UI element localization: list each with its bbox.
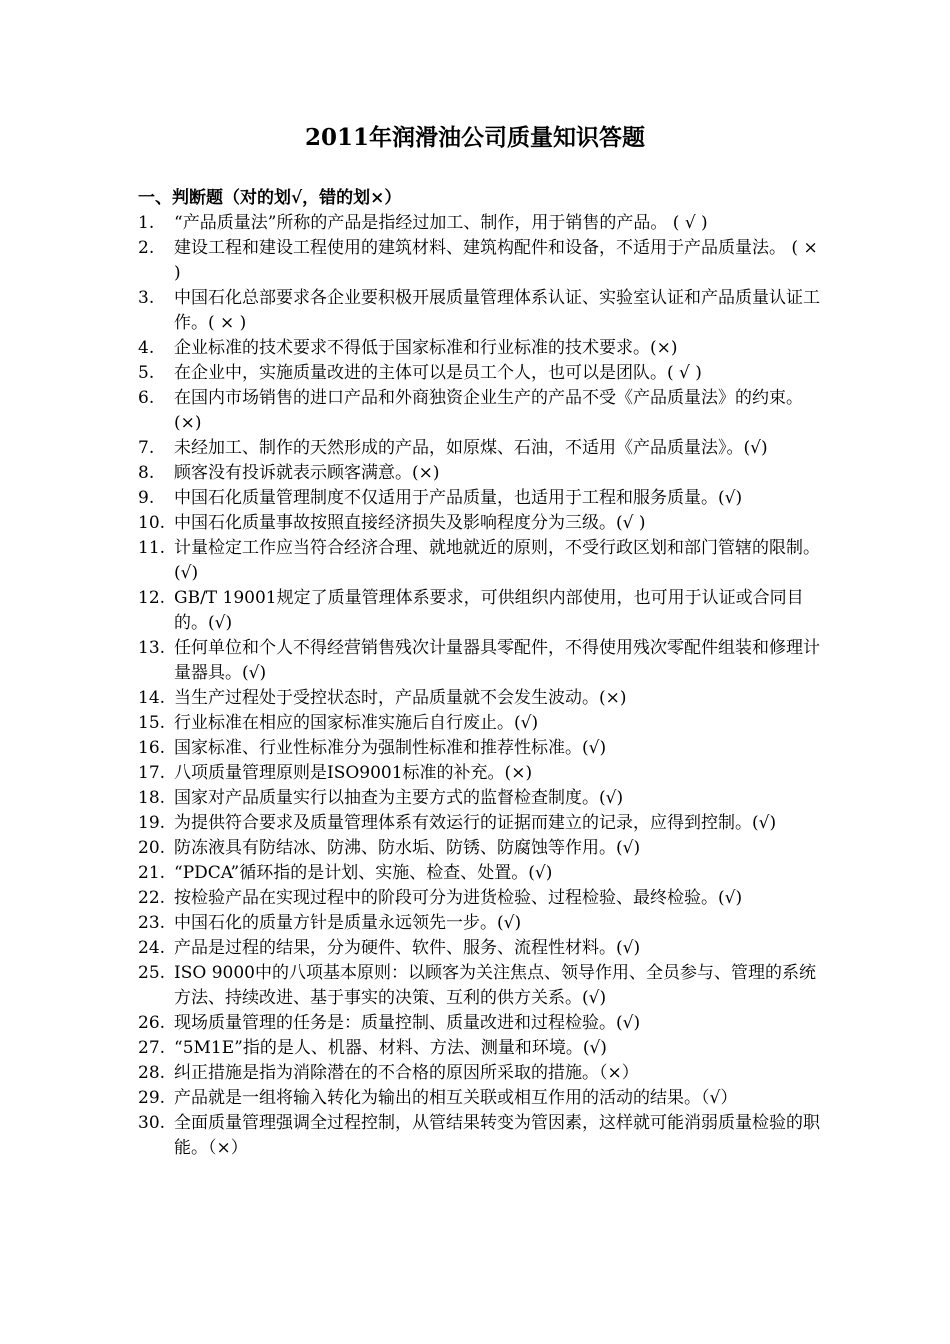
question-item [138,1061,828,1086]
question-list [138,211,828,1161]
question-text: 企业标准的技术要求不得低于国家标准和行业标准的技术要求。(×) [174,338,678,358]
question-item [138,686,828,711]
section-heading: 一、判断题（对的划√，错的划×） [138,188,402,208]
question-text: 纠正措施是指为消除潜在的不合格的原因所采取的措施。（×） [174,1063,639,1083]
question-text: 当生产过程处于受控状态时，产品质量就不会发生波动。(×) [174,688,627,708]
question-text: “产品质量法”所称的产品是指经过加工、制作，用于销售的产品。 ( √ ) [174,213,708,233]
question-number: 7. [138,438,155,458]
question-number: 23. [138,913,166,933]
question-number: 18. [138,788,166,808]
question-item [138,211,828,236]
question-number: 16. [138,738,166,758]
question-item [138,436,828,461]
question-item [138,1036,828,1061]
question-number: 21. [138,863,166,883]
question-number: 11. [138,538,166,558]
question-item [138,936,828,961]
question-item [138,361,828,386]
question-number: 8. [138,463,155,483]
question-text: 八项质量管理原则是ISO9001标准的补充。(×) [174,763,533,783]
question-item [138,761,828,786]
question-number: 9. [138,488,155,508]
question-number: 12. [138,588,166,608]
question-text: 中国石化的质量方针是质量永远领先一步。(√) [174,913,522,933]
question-number: 25. [138,963,166,983]
question-text: “5M1E”指的是人、机器、材料、方法、测量和环境。(√) [174,1038,607,1058]
question-text: 按检验产品在实现过程中的阶段可分为进货检验、过程检验、最终检验。(√) [174,888,743,908]
question-item [138,536,828,586]
question-text: ISO 9000中的八项基本原则：以顾客为关注焦点、领导作用、全员参与、管理的系统方法、持续改进、基于事实的决策、互利的供方关系。(√) [174,963,816,1008]
question-number: 24. [138,938,166,958]
question-text: 在企业中，实施质量改进的主体可以是员工个人，也可以是团队。( √ ) [174,363,702,383]
question-item [138,286,828,336]
question-text: 中国石化总部要求各企业要积极开展质量管理体系认证、实验室认证和产品质量认证工作。( × ) [174,288,820,333]
question-item [138,336,828,361]
question-item [138,811,828,836]
question-number: 6. [138,388,155,408]
question-number: 1. [138,213,155,233]
question-text: 顾客没有投诉就表示顾客满意。(×) [174,463,440,483]
question-text: 防冻液具有防结冰、防沸、防水垢、防锈、防腐蚀等作用。(√) [174,838,641,858]
question-item [138,961,828,1011]
question-text: 中国石化质量事故按照直接经济损失及影响程度分为三级。(√ ) [174,513,646,533]
question-number: 10. [138,513,166,533]
question-number: 28. [138,1063,166,1083]
question-text: 全面质量管理强调全过程控制，从管结果转变为管因素，这样就可能消弱质量检验的职能。（×） [174,1113,820,1158]
question-item [138,1086,828,1111]
question-item [138,736,828,761]
question-text: 为提供符合要求及质量管理体系有效运行的证据而建立的记录，应得到控制。(√) [174,813,777,833]
question-number: 29. [138,1088,166,1108]
question-number: 2. [138,238,155,258]
question-text: 建设工程和建设工程使用的建筑材料、建筑构配件和设备，不适用于产品质量法。 ( × ) [174,238,818,283]
question-item [138,511,828,536]
question-text: 计量检定工作应当符合经济合理、就地就近的原则，不受行政区划和部门管辖的限制。(√) [174,538,820,583]
question-number: 27. [138,1038,166,1058]
question-number: 14. [138,688,166,708]
question-number: 4. [138,338,155,358]
question-text: 在国内市场销售的进口产品和外商独资企业生产的产品不受《产品质量法》的约束。(×) [174,388,803,433]
question-number: 5. [138,363,155,383]
question-item [138,461,828,486]
question-text: 现场质量管理的任务是：质量控制、质量改进和过程检验。(√) [174,1013,641,1033]
question-item [138,711,828,736]
question-item [138,836,828,861]
question-number: 3. [138,288,155,308]
question-number: 17. [138,763,166,783]
question-item [138,586,828,636]
question-item [138,386,828,436]
question-item [138,1111,828,1161]
question-text: 国家对产品质量实行以抽查为主要方式的监督检查制度。(√) [174,788,624,808]
question-number: 20. [138,838,166,858]
question-text: 产品是过程的结果，分为硬件、软件、服务、流程性材料。(√) [174,938,641,958]
question-text: 未经加工、制作的天然形成的产品，如原煤、石油，不适用《产品质量法》。(√) [174,438,768,458]
question-number: 15. [138,713,166,733]
question-number: 13. [138,638,166,658]
question-text: GB/T 19001规定了质量管理体系要求，可供组织内部使用，也可用于认证或合同目的。(√) [174,588,804,633]
question-text: 国家标准、行业性标准分为强制性标准和推荐性标准。(√) [174,738,607,758]
question-item [138,236,828,286]
document-title: 2011年润滑油公司质量知识答题 [304,124,645,151]
question-item [138,861,828,886]
question-number: 30. [138,1113,166,1133]
question-item [138,486,828,511]
question-text: “PDCA”循环指的是计划、实施、检查、处置。(√) [174,863,553,883]
question-text: 行业标准在相应的国家标准实施后自行废止。(√) [174,713,539,733]
question-item [138,1011,828,1036]
question-item [138,911,828,936]
question-item [138,886,828,911]
question-text: 产品就是一组将输入转化为输出的相互关联或相互作用的活动的结果。（√） [174,1088,738,1108]
question-text: 任何单位和个人不得经营销售残次计量器具零配件，不得使用残次零配件组装和修理计量器具。(√) [174,638,820,683]
question-text: 中国石化质量管理制度不仅适用于产品质量，也适用于工程和服务质量。(√) [174,488,743,508]
question-number: 22. [138,888,166,908]
question-number: 19. [138,813,166,833]
question-item [138,636,828,686]
question-number: 26. [138,1013,166,1033]
question-item [138,786,828,811]
